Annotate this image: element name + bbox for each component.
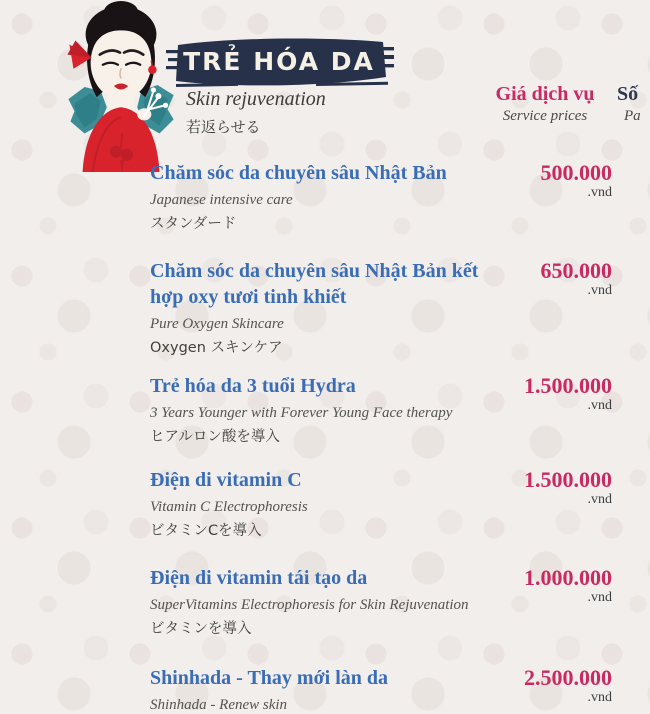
price-value: 1.500.000: [524, 467, 612, 492]
service-title: Trẻ hóa da 3 tuổi Hydra: [150, 375, 356, 397]
price-currency: .vnd: [587, 492, 612, 507]
service-row: [150, 467, 614, 541]
service-title: Chăm sóc da chuyên sâu Nhật Bản: [150, 162, 447, 184]
service-subtitle-jp: ビタミンを導入: [150, 621, 252, 637]
service-price: [541, 259, 613, 299]
service-row: [150, 258, 614, 358]
category-subtitle-en: Skin rejuvenation: [186, 88, 326, 110]
service-row: [150, 373, 614, 447]
service-subtitle-en: Pure Oxygen Skincare: [150, 316, 284, 332]
price-value: 500.000: [540, 160, 612, 185]
service-subtitle-jp: ヒアルロン酸を導入: [150, 429, 280, 445]
price-currency: .vnd: [587, 283, 612, 298]
service-subtitle-en: 3 Years Younger with Forever Young Face therapy: [150, 405, 453, 421]
service-row: [150, 665, 614, 714]
price-currency: .vnd: [587, 590, 612, 605]
price-column-label-en: Service prices: [502, 108, 588, 124]
service-subtitle-en: Shinhada - Renew skin: [150, 697, 288, 713]
service-title: Chăm sóc da chuyên sâu Nhật Bản kết hợp oxy tươi tinh khiết: [150, 260, 479, 308]
service-price: [524, 666, 612, 706]
right-column-label-en: Pa: [624, 108, 641, 124]
price-column-header: [478, 83, 612, 125]
price-currency: .vnd: [587, 185, 612, 200]
service-price: [541, 161, 613, 201]
service-title: Điện di vitamin tái tạo da: [150, 567, 368, 589]
price-value: 1.500.000: [524, 373, 612, 398]
price-value: 650.000: [540, 258, 612, 283]
service-subtitle-jp: スタンダード: [150, 216, 237, 232]
service-price: [524, 374, 612, 414]
service-price: [524, 566, 612, 606]
price-currency: .vnd: [587, 398, 612, 413]
price-value: 1.000.000: [524, 565, 612, 590]
service-row: [150, 565, 614, 639]
category-subtitle-jp: 若返らせる: [186, 118, 261, 136]
right-column-label-vi: Số: [617, 83, 639, 105]
service-subtitle-en: Vitamin C Electrophoresis: [150, 499, 308, 515]
service-title: Điện di vitamin C: [150, 469, 302, 491]
service-subtitle-en: Japanese intensive care: [150, 192, 293, 208]
service-subtitle-jp: ビタミンCを導入: [150, 523, 262, 539]
service-subtitle-en: SuperVitamins Electrophoresis for Skin Rejuvenation: [150, 597, 469, 613]
price-value: 2.500.000: [524, 665, 612, 690]
category-title: TRẺ HÓA DA: [183, 47, 375, 76]
right-column-header-truncated: [617, 83, 650, 125]
service-row: [150, 160, 614, 234]
service-title: Shinhada - Thay mới làn da: [150, 667, 389, 689]
service-subtitle-jp: Oxygen スキンケア: [150, 340, 283, 356]
category-banner: [166, 34, 394, 96]
price-column-label-vi: Giá dịch vụ: [495, 83, 595, 105]
service-price: [524, 468, 612, 508]
price-currency: .vnd: [587, 690, 612, 705]
